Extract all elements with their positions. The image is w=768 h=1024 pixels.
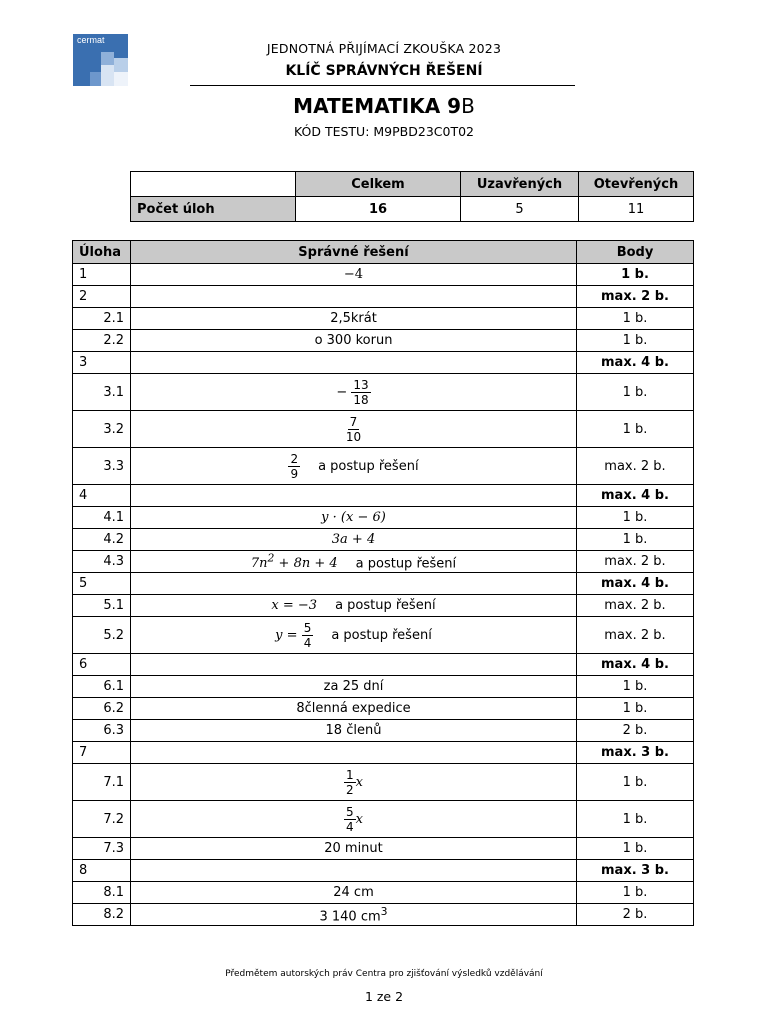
task-number: 7.1 — [73, 764, 131, 801]
points-cell: 1 b. — [577, 411, 694, 448]
task-number: 8.2 — [73, 904, 131, 926]
solution-cell: 24 cm — [131, 882, 577, 904]
table-row — [73, 374, 694, 411]
points-cell: 1 b. — [577, 330, 694, 352]
solution-expression: 3a + 4 — [331, 532, 376, 547]
table-row — [73, 698, 694, 720]
task-number: 8 — [73, 860, 131, 882]
solution-cell — [131, 551, 577, 573]
summary-open-value: 11 — [579, 197, 694, 222]
task-number: 5.2 — [73, 617, 131, 654]
answer-table-header — [73, 241, 694, 264]
table-row — [73, 529, 694, 551]
task-number: 4.1 — [73, 507, 131, 529]
answer-key-table — [72, 240, 694, 926]
test-variant: B — [461, 94, 475, 118]
points-cell: 2 b. — [577, 720, 694, 742]
task-number: 7.2 — [73, 801, 131, 838]
table-row — [73, 264, 694, 286]
solution-cell — [131, 860, 577, 882]
table-row — [73, 330, 694, 352]
points-cell: max. 2 b. — [577, 617, 694, 654]
task-number: 2.2 — [73, 330, 131, 352]
table-row — [73, 904, 694, 926]
fraction — [344, 415, 363, 444]
task-number: 2.1 — [73, 308, 131, 330]
points-cell: 1 b. — [577, 529, 694, 551]
summary-corner — [131, 172, 296, 197]
table-row — [73, 654, 694, 676]
solution-cell — [131, 352, 577, 374]
solution-expression: $7n^2 + 8n + 4$ — [250, 551, 338, 572]
test-code: KÓD TESTU: M9PBD23C0T02 — [294, 124, 474, 139]
numerator: 13 — [353, 377, 369, 392]
numerator: 5 — [303, 620, 312, 635]
solution-cell — [131, 485, 577, 507]
table-row — [73, 720, 694, 742]
header-divider — [190, 85, 575, 86]
solution-suffix: a postup řešení — [318, 458, 419, 474]
task-number: 3 — [73, 352, 131, 374]
points-cell: 1 b. — [577, 374, 694, 411]
numerator: 1 — [346, 767, 354, 782]
numerator: 5 — [346, 804, 354, 819]
table-row — [73, 308, 694, 330]
points-cell: 1 b. — [577, 676, 694, 698]
task-number: 7.3 — [73, 838, 131, 860]
points-cell: max. 2 b. — [577, 286, 694, 308]
points-cell: 1 b. — [577, 507, 694, 529]
fraction — [288, 452, 300, 481]
points-cell: 1 b. — [577, 264, 694, 286]
solution-cell — [131, 374, 577, 411]
solution-cell — [131, 529, 577, 551]
summary-total-value: 16 — [296, 197, 461, 222]
solution-expression: x = −3 — [271, 598, 318, 613]
subject-name: MATEMATIKA 9 — [293, 94, 462, 118]
points-cell: max. 4 b. — [577, 485, 694, 507]
variable: x — [355, 811, 363, 827]
table-row — [73, 617, 694, 654]
table-row — [73, 507, 694, 529]
points-cell: 1 b. — [577, 698, 694, 720]
table-row — [73, 860, 694, 882]
subject-title — [0, 94, 768, 118]
points-cell: 1 b. — [577, 308, 694, 330]
task-number: 6.3 — [73, 720, 131, 742]
points-cell: 1 b. — [577, 838, 694, 860]
points-cell: 1 b. — [577, 764, 694, 801]
points-cell: max. 4 b. — [577, 352, 694, 374]
solution-cell — [131, 507, 577, 529]
task-number: 3.3 — [73, 448, 131, 485]
task-number: 6 — [73, 654, 131, 676]
solution-cell — [131, 448, 577, 485]
key-title: KLÍČ SPRÁVNÝCH ŘEŠENÍ — [285, 63, 483, 79]
solution-cell — [131, 801, 577, 838]
header-points: Body — [577, 241, 694, 264]
points-cell: max. 3 b. — [577, 860, 694, 882]
table-row — [73, 742, 694, 764]
task-number: 4.3 — [73, 551, 131, 573]
denominator: 2 — [346, 782, 354, 797]
denominator: 4 — [303, 635, 312, 650]
denominator: 18 — [353, 392, 369, 407]
task-number: 2 — [73, 286, 131, 308]
task-number: 5.1 — [73, 595, 131, 617]
table-row — [73, 764, 694, 801]
task-number: 4 — [73, 485, 131, 507]
table-row — [73, 801, 694, 838]
solution-cell — [131, 286, 577, 308]
summary-closed-value: 5 — [461, 197, 579, 222]
points-cell: max. 4 b. — [577, 654, 694, 676]
solution-suffix: a postup řešení — [355, 556, 457, 572]
numerator: 7 — [349, 414, 358, 429]
solution-cell — [131, 617, 577, 654]
task-number: 7 — [73, 742, 131, 764]
task-number: 5 — [73, 573, 131, 595]
points-cell: 1 b. — [577, 882, 694, 904]
header-solution: Správné řešení — [131, 241, 577, 264]
solution-cell: za 25 dní — [131, 676, 577, 698]
task-number: 3.2 — [73, 411, 131, 448]
task-number: 1 — [73, 264, 131, 286]
solution-expression: y = — [275, 627, 302, 643]
solution-cell: 8členná expedice — [131, 698, 577, 720]
denominator: 4 — [346, 819, 354, 834]
table-row — [73, 352, 694, 374]
summary-header-open: Otevřených — [579, 172, 694, 197]
points-cell: max. 2 b. — [577, 595, 694, 617]
fraction — [351, 378, 370, 407]
solution-cell — [131, 654, 577, 676]
task-number: 8.1 — [73, 882, 131, 904]
points-cell: max. 4 b. — [577, 573, 694, 595]
denominator: 9 — [290, 466, 299, 481]
solution-cell — [131, 595, 577, 617]
solution-suffix: a postup řešení — [335, 598, 436, 613]
solution-cell — [131, 573, 577, 595]
solution-cell: o 300 korun — [131, 330, 577, 352]
solution-cell — [131, 764, 577, 801]
table-row — [73, 595, 694, 617]
solution-suffix: a postup řešení — [331, 627, 432, 643]
task-number: 3.1 — [73, 374, 131, 411]
fraction — [344, 768, 356, 797]
solution-cell — [131, 411, 577, 448]
points-cell: 1 b. — [577, 801, 694, 838]
points-cell: max. 2 b. — [577, 448, 694, 485]
table-row — [73, 286, 694, 308]
solution-cell — [131, 742, 577, 764]
solution-cell: 3 140 $cm^3$ — [131, 904, 577, 926]
table-row — [73, 448, 694, 485]
fraction — [302, 621, 314, 650]
solution-cell: 2,5krát — [131, 308, 577, 330]
task-number: 6.2 — [73, 698, 131, 720]
solution-cell: 20 minut — [131, 838, 577, 860]
numerator: 2 — [290, 451, 299, 466]
points-cell: 2 b. — [577, 904, 694, 926]
task-number: 4.2 — [73, 529, 131, 551]
table-row — [73, 838, 694, 860]
points-cell: max. 2 b. — [577, 551, 694, 573]
variable: x — [355, 774, 363, 790]
task-number: 6.1 — [73, 676, 131, 698]
table-row — [73, 573, 694, 595]
header-task: Úloha — [73, 241, 131, 264]
summary-header-total: Celkem — [296, 172, 461, 197]
fraction-sign: − — [336, 384, 348, 400]
points-cell: max. 3 b. — [577, 742, 694, 764]
fraction — [344, 805, 356, 834]
exam-title: JEDNOTNÁ PŘIJÍMACÍ ZKOUŠKA 2023 — [266, 41, 502, 56]
denominator: 10 — [345, 429, 362, 444]
solution-expression: y · (x − 6) — [321, 510, 386, 525]
summary-row-label: Počet úloh — [131, 197, 296, 222]
logo-text: cermat — [77, 35, 105, 45]
copyright-note: Předmětem autorských práv Centra pro zjišťování výsledků vzdělávání — [225, 969, 543, 979]
page-number: 1 ze 2 — [364, 989, 404, 1004]
solution-cell: 18 členů — [131, 720, 577, 742]
task-count-table — [130, 171, 694, 222]
table-row — [73, 551, 694, 573]
solution-text: −4 — [343, 267, 364, 282]
table-row — [73, 676, 694, 698]
table-row — [73, 411, 694, 448]
table-row — [73, 882, 694, 904]
summary-header-closed: Uzavřených — [461, 172, 579, 197]
table-row — [73, 485, 694, 507]
solution-cell — [131, 264, 577, 286]
